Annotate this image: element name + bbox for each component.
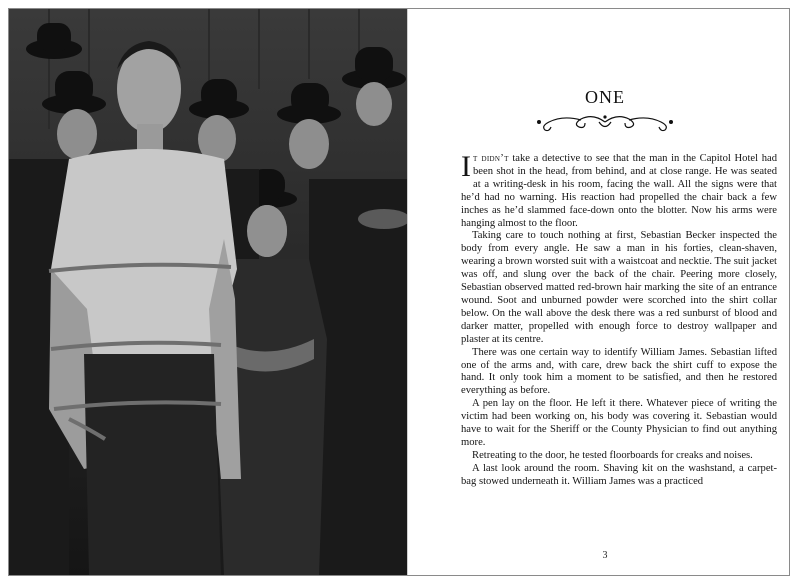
paragraph-5: Retreating to the door, he tested floorboards for creaks and noises.	[472, 449, 753, 461]
scroll-flourish-icon	[533, 111, 677, 133]
archival-photo	[9, 9, 407, 575]
page-number: 3	[602, 550, 608, 561]
drop-cap: I	[461, 150, 471, 183]
paragraph-1	[461, 150, 778, 230]
crowd-photo-icon	[9, 9, 407, 575]
paragraph-6: A last look around the room. Shaving kit on the washstand, a carpet-bag stowed underneath it. William James was a practiced	[461, 462, 777, 487]
page-gutter	[407, 9, 408, 575]
paragraph-1-text: take a detective to see that the man in the Capitol Hotel had been shot in the head, from behind, and at close range. He was seated at a writing-desk in his room, facing the wall. All the signs were that he’d had no warning. His reaction had propelled the chair back a few inches as he’d slammed face-down onto the blotter. Now his arms were hanging almost to the floor.	[461, 153, 778, 229]
chapter-title: ONE	[585, 87, 625, 107]
lead-in: t didn’t	[473, 153, 509, 164]
paragraph-2: Taking care to touch nothing at first, Sebastian Becker inspected the body from every angle. He saw a man in his forties, clean-shaven, wearing a brown worsted suit with a waistcoat and necktie. The suit jacket was off, and slung over the back of the chair. Peering more closely, Sebastian observed matted red-brown hair marking the site of an entrance wound. Soot and unburned powder were scorched into the shirt collar below. On the wall above the desk there was a red sunburst of blood and darker matter, propelled with enough force to destroy wallpaper and plaster at its centre.	[461, 230, 777, 345]
paragraph-3: There was one certain way to identify William James. Sebastian lifted one of the arms and, with care, drew back the shirt cuff to expose the hand. It only took him a moment to be satisfied, and then he restored everything as before.	[461, 346, 777, 397]
text-page	[421, 9, 789, 575]
book-spread	[8, 8, 790, 576]
paragraph-4: A pen lay on the floor. He left it there. Whatever piece of writing the victim had been working on, his body was covering it. Sebastian would have to wait for the Sheriff or the County Physician to find out anything more.	[461, 398, 777, 448]
chapter-body	[461, 150, 778, 489]
